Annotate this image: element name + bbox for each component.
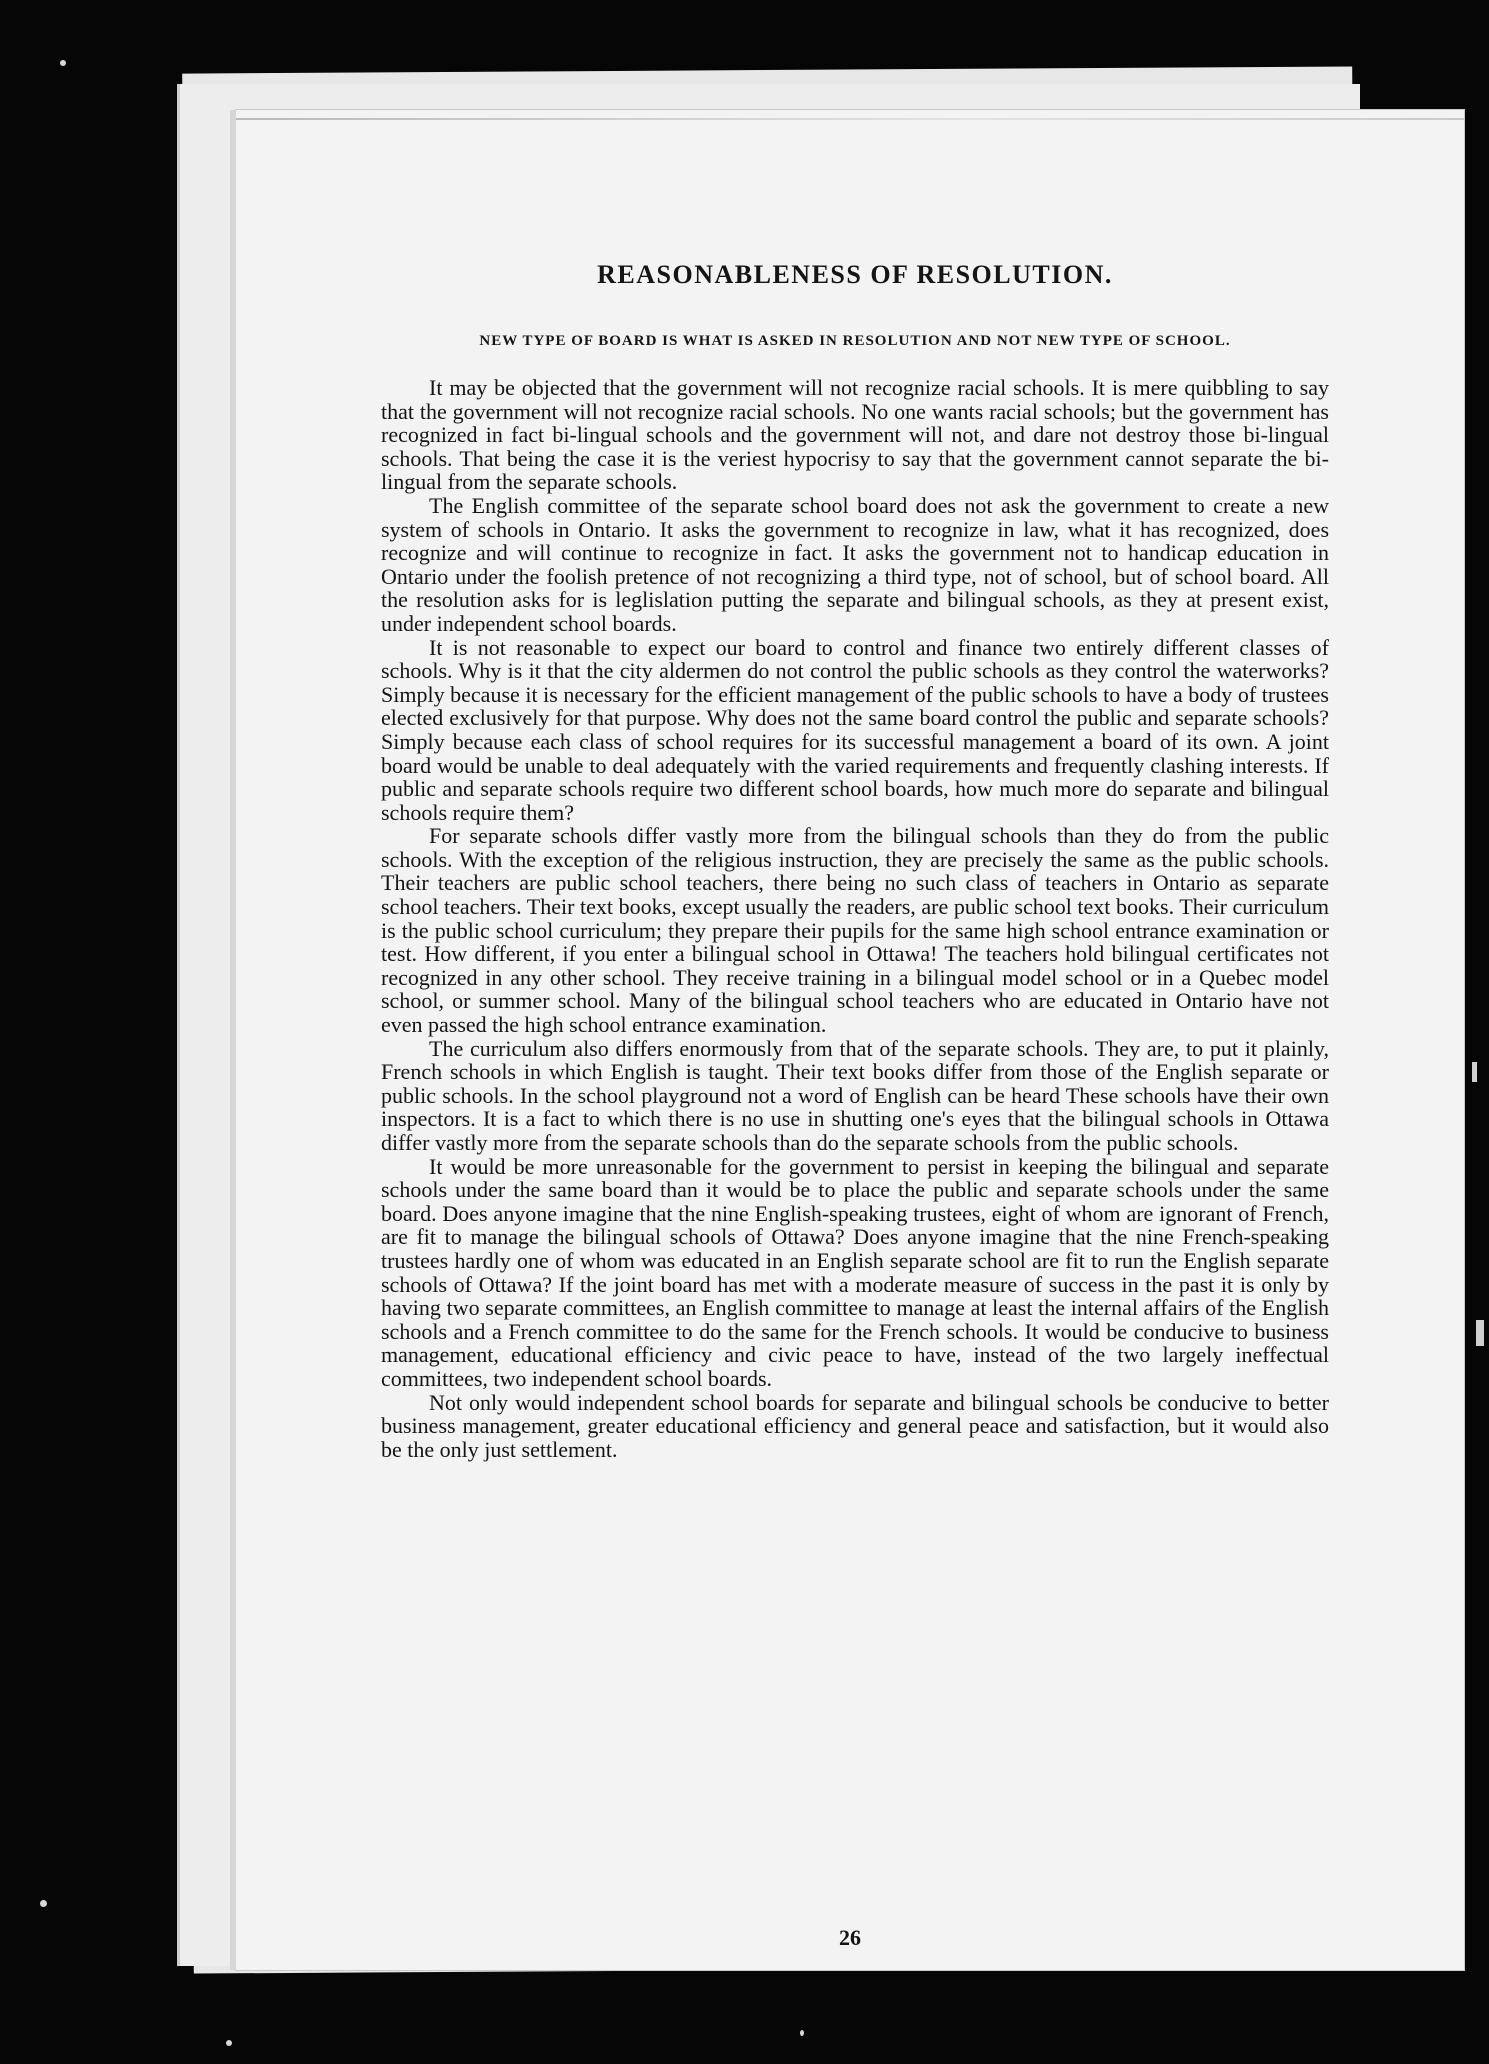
- paragraph: It is not reasonable to expect our board to control and finance two entirely different classes of schools. Why is it that the city aldermen do not control the public schools as they control the waterworks? Simply because it is necessary for the efficient management of the public schools to have a body of trustees elected exclusively for that purpose. Why does not the same board control the public and separate schools? Simply because each class of school requires for its successful management a board of its own. A joint board would be unable to deal adequately with the varied requirements and frequently clashing interests. If public and separate schools require two different school boards, how much more do separate and bilingual schools require them?: [381, 634, 1329, 825]
- scan-artifact: [1476, 1320, 1484, 1346]
- paragraph: It would be more unreasonable for the government to persist in keeping the bilingual and separate schools under the same board than it would be to place the public and separate schools under the same board. Does anyone imagine that the nine English-speaking trustees, eight of whom are ignorant of French, are fit to manage the bilingual schools of Ottawa? Does anyone imagine that the nine French-speaking trustees hardly one of whom was educated in an English separate school are fit to run the English separate schools of Ottawa? If the joint board has met with a moderate measure of success in the past it is only by having two separate committees, an English committee to manage at least the internal affairs of the English schools and a French committee to do the same for the French schools. It would be conducive to business management, educational efficiency and civic peace to have, instead of the two largely ineffectual committees, two independent school boards.: [381, 1153, 1329, 1391]
- page-number: 26: [839, 1925, 861, 1950]
- document-page: [236, 110, 1464, 1970]
- scan-speck: [226, 2040, 232, 2046]
- scan-speck: [40, 1900, 47, 1907]
- page-top-edge: [236, 118, 1464, 120]
- paragraph: Not only would independent school boards for separate and bilingual schools be conducive to better business management, greater educational efficiency and general peace and satisfaction, but it would also be the only just settlement.: [381, 1389, 1329, 1462]
- scan-artifact: [1472, 1062, 1477, 1082]
- body-text: [381, 376, 1329, 1461]
- paragraph: The curriculum also differs enormously from that of the separate schools. They are, to put it plainly, French schools in which English is taught. Their text books differ from those of the English separate or public schools. In the school playground not a word of English can be heard These schools have their own inspectors. It is a fact to which there is no use in shutting one's eyes that the bilingual schools in Ottawa differ vastly more from the separate schools than do the separate schools from the public schools.: [381, 1035, 1329, 1155]
- scan-speck: [60, 60, 66, 66]
- page-content: [381, 260, 1329, 1461]
- paragraph: The English committee of the separate school board does not ask the government to create a new system of schools in Ontario. It asks the government to recognize in law, what it has recognized, does recognize and will continue to recognize in fact. It asks the government not to handicap education in Ontario under the foolish pretence of not recognizing a third type, not of school, but of school board. All the resolution asks for is leglislation putting the separate and bilingual schools, as they at present exist, under independent school boards.: [381, 492, 1329, 636]
- page-subtitle: NEW TYPE OF BOARD IS WHAT IS ASKED IN RESOLUTION AND NOT NEW TYPE OF SCHOOL.: [479, 333, 1231, 349]
- page-title: REASONABLENESS OF RESOLUTION.: [597, 260, 1113, 289]
- scan-speck: [800, 2030, 804, 2036]
- paragraph: For separate schools differ vastly more from the bilingual schools than they do from the public schools. With the exception of the religious instruction, they are precisely the same as the public schools. Their teachers are public school teachers, there being no such class of teachers in Ontario as separate school teachers. Their text books, except usually the readers, are public school text books. Their curriculum is the public school curriculum; they prepare their pupils for the same high school entrance examination or test. How different, if you enter a bilingual school in Ottawa! The teachers hold bilingual certificates not recognized in any other school. They receive training in a bilingual model school or in a Quebec model school, or summer school. Many of the bilingual school teachers who are educated in Ontario have not even passed the high school entrance examination.: [381, 823, 1329, 1038]
- paragraph: It may be objected that the government will not recognize racial schools. It is mere quibbling to say that the government will not recognize racial schools. No one wants racial schools; but the government has recognized in fact bi-lingual schools and the government will not, and dare not destroy those bi-lingual schools. That being the case it is the veriest hypocrisy to say that the government cannot separate the bi-lingual from the separate schools.: [381, 375, 1329, 495]
